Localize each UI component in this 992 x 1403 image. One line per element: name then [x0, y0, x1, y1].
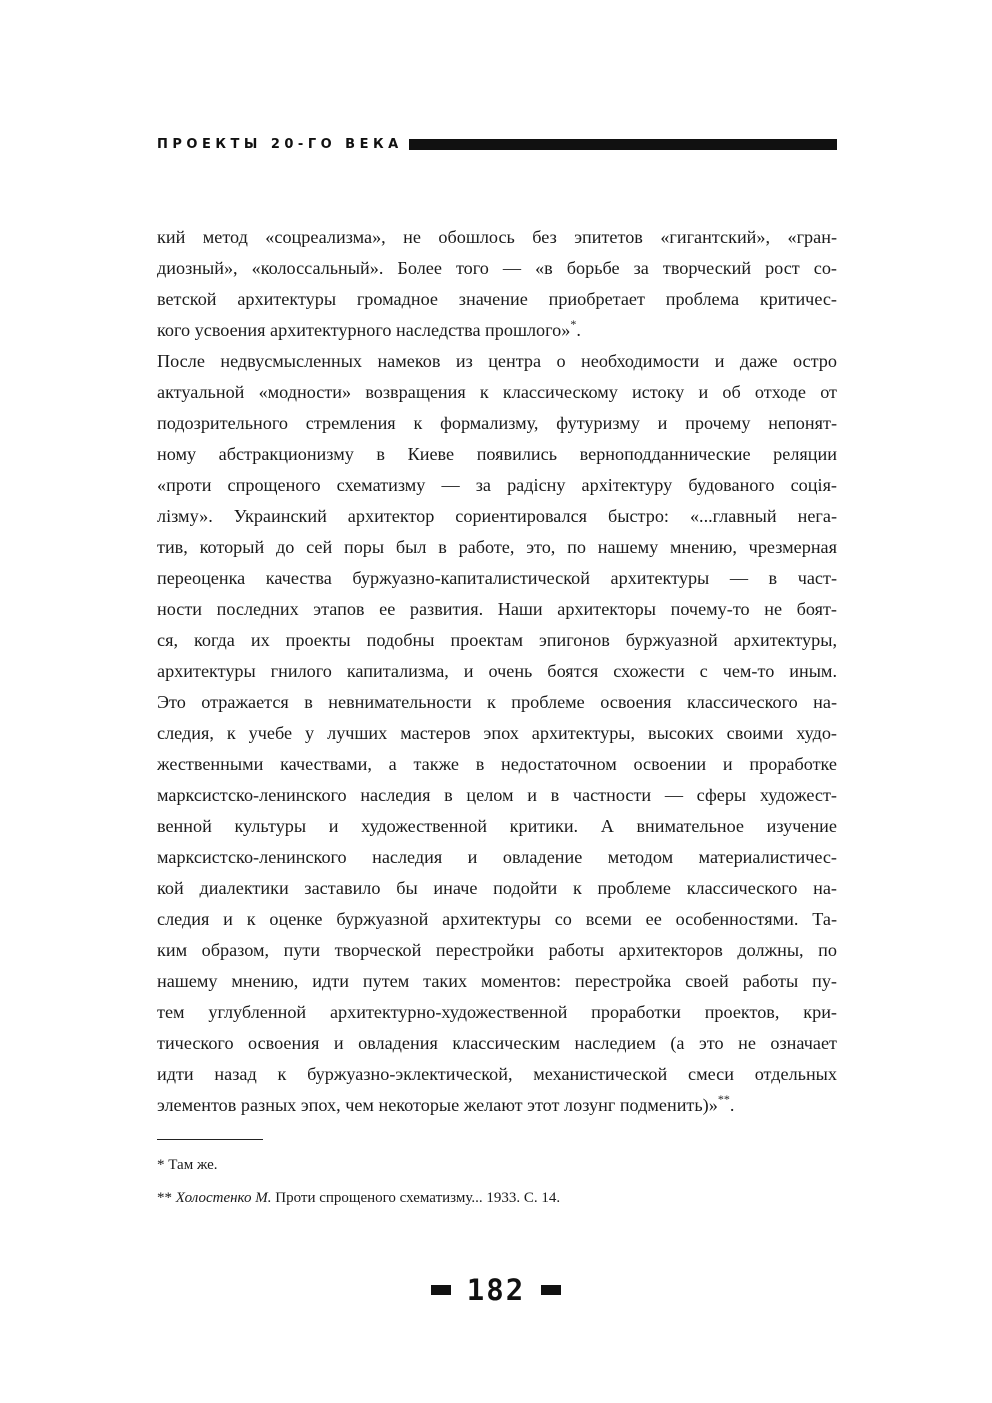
text-line: лізму». Украинский архитектор сориентировался быстро: «...главный нега-	[157, 506, 837, 526]
footnote-2-mark: **	[157, 1190, 172, 1206]
text-line: тем углубленной архитектурно-художественной проработки проектов, кри-	[157, 1002, 837, 1022]
page-number: 182	[466, 1273, 526, 1307]
text-line: диозный», «колоссальный». Более того — «в борьбе за творческий рост со-	[157, 258, 837, 278]
footnote-1: * Там же.	[157, 1157, 218, 1173]
text-line: кий метод «соцреализма», не обошлось без эпитетов «гигантский», «гран-	[157, 227, 837, 247]
text-line: подозрительного стремления к формализму, футуризму и прочему непонят-	[157, 413, 837, 433]
text-line: марксистско-ленинского наследия в целом и в частности — сферы художест-	[157, 785, 837, 805]
text-line: переоценка качества буржуазно-капиталистической архитектуры — в част-	[157, 568, 837, 588]
text-line: архитектуры гнилого капитализма, и очень боятся схожести с чем-то иным.	[157, 661, 837, 681]
footnote-2-text: Проти спрощеного схематизму... 1933. С. 14.	[275, 1190, 561, 1206]
folio-right-block	[541, 1285, 561, 1295]
footnote-rule	[157, 1139, 263, 1140]
sentence-period: .	[729, 1095, 735, 1115]
footnote-mark-1: *	[570, 317, 577, 331]
text-line: тического освоения и овладения классическим наследием (а это не означает	[157, 1033, 837, 1053]
text-line: ким образом, пути творческой перестройки работы архитекторов должны, по	[157, 940, 837, 960]
text-line: Это отражается в невнимательности к проблеме освоения классического на-	[157, 692, 837, 712]
text-line: кой диалектики заставило бы иначе подойти к проблеме классического на-	[157, 878, 837, 898]
text-line: элементов разных эпох, чем некоторые желают этот лозунг подменить)»	[157, 1095, 718, 1115]
text-line: ному абстракционизму в Киеве появились верноподданнические реляции	[157, 444, 837, 464]
text-line: «проти спрощеного схематизму — за радісну архітектуру будованого соція-	[157, 475, 837, 495]
text-line: нашему мнению, идти путем таких моментов: перестройка своей работы пу-	[157, 971, 837, 991]
text-line: ся, когда их проекты подобны проектам эпигонов буржуазной архитектуры,	[157, 630, 837, 650]
text-line: жественными качествами, а также в недостаточном освоении и проработке	[157, 754, 837, 774]
sentence-period: .	[576, 320, 581, 340]
text-line: венной культуры и художественной критики. А внимательное изучение	[157, 816, 837, 836]
text-line: идти назад к буржуазно-эклектической, механистической смеси отдельных	[157, 1064, 837, 1084]
text-line-with-note	[157, 315, 837, 346]
running-head-title: ПРОЕКТЫ 20-ГО ВЕКА	[157, 136, 403, 152]
footnote-2-author: Холостенко М.	[175, 1190, 272, 1206]
body-text	[157, 222, 837, 1121]
folio-left-block	[431, 1285, 451, 1295]
text-line: ности последних этапов ее развития. Наши архитекторы почему-то не боят-	[157, 599, 837, 619]
text-line: кого усвоения архитектурного наследства прошлого»	[157, 320, 571, 340]
text-line: актуальной «модности» возвращения к классическому истоку и об отходе от	[157, 382, 837, 402]
page-footer	[0, 1270, 992, 1310]
text-line: ветской архитектуры громадное значение приобретает проблема критичес-	[157, 289, 837, 309]
footnote-2	[157, 1190, 560, 1207]
text-line: тив, который до сей поры был в работе, это, по нашему мнению, чрезмерная	[157, 537, 837, 557]
running-head	[157, 134, 837, 154]
text-line-with-note	[157, 1090, 837, 1121]
running-head-rule	[409, 139, 837, 150]
footnote-mark-2: **	[717, 1092, 730, 1106]
text-line: марксистско-ленинского наследия и овладение методом материалистичес-	[157, 847, 837, 867]
text-line: следия, к учебе у лучших мастеров эпох архитектуры, высоких своими худо-	[157, 723, 837, 743]
text-line: следия и к оценке буржуазной архитектуры со всеми ее особенностями. Та-	[157, 909, 837, 929]
text-line: После недвусмысленных намеков из центра о необходимости и даже остро	[157, 351, 837, 371]
